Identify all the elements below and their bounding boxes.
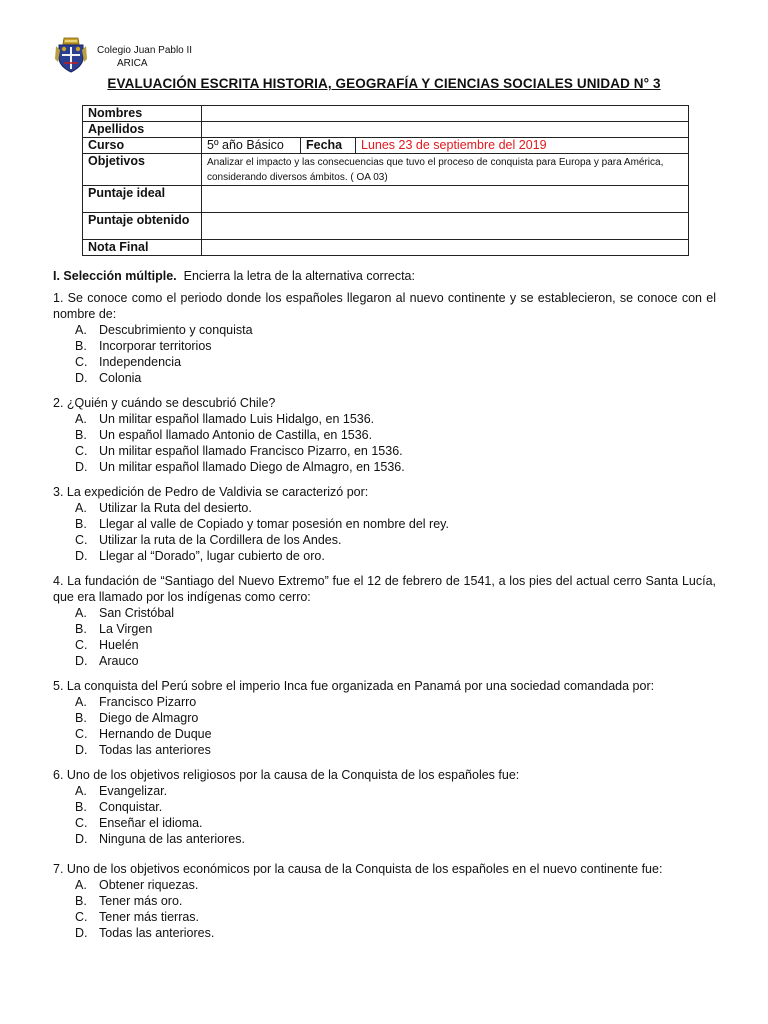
option-c[interactable] — [53, 815, 716, 831]
option-d[interactable] — [53, 370, 716, 386]
option-a[interactable] — [53, 411, 716, 427]
question-text: 3. La expedición de Pedro de Valdivia se caracterizó por: — [53, 485, 369, 499]
option-text: Enseñar el idioma. — [99, 816, 203, 830]
nombres-label: Nombres — [83, 106, 202, 122]
question-7 — [53, 861, 716, 941]
option-b[interactable] — [53, 893, 716, 909]
table-row — [83, 240, 689, 256]
option-b[interactable] — [53, 338, 716, 354]
question-4 — [53, 573, 716, 669]
option-letter: B. — [75, 622, 87, 636]
option-text: Llegar al “Dorado”, lugar cubierto de oro. — [99, 549, 325, 563]
question-2 — [53, 395, 716, 475]
section-title: I. Selección múltiple. — [53, 269, 177, 283]
option-text: Tener más tierras. — [99, 910, 200, 924]
option-letter: D. — [75, 743, 88, 757]
options-list — [53, 877, 716, 941]
option-letter: D. — [75, 371, 88, 385]
option-text: Descubrimiento y conquista — [99, 323, 253, 337]
option-a[interactable] — [53, 322, 716, 338]
option-letter: B. — [75, 894, 87, 908]
option-letter: A. — [75, 878, 87, 892]
option-letter: B. — [75, 517, 87, 531]
question-5 — [53, 678, 716, 758]
option-d[interactable] — [53, 459, 716, 475]
table-row — [83, 122, 689, 138]
option-letter: B. — [75, 800, 87, 814]
option-letter: A. — [75, 695, 87, 709]
curso-value: 5º año Básico — [202, 138, 301, 154]
option-b[interactable] — [53, 516, 716, 532]
puntaje-ideal-label: Puntaje ideal — [83, 186, 202, 213]
option-text: Todas las anteriores. — [99, 926, 215, 940]
option-c[interactable] — [53, 909, 716, 925]
nombres-field[interactable] — [202, 106, 689, 122]
option-d[interactable] — [53, 653, 716, 669]
option-letter: B. — [75, 339, 87, 353]
option-text: Todas las anteriores — [99, 743, 211, 757]
option-text: Diego de Almagro — [99, 711, 199, 725]
school-name: Colegio Juan Pablo II — [97, 45, 193, 56]
option-letter: D. — [75, 832, 88, 846]
options-list — [53, 411, 716, 475]
exam-title: EVALUACIÓN ESCRITA HISTORIA, GEOGRAFÍA Y CIENCIAS SOCIALES UNIDAD N° 3 — [107, 76, 661, 91]
option-letter: D. — [75, 926, 88, 940]
option-text: La Virgen — [99, 622, 153, 636]
option-d[interactable] — [53, 925, 716, 941]
fecha-value: Lunes 23 de septiembre del 2019 — [356, 138, 689, 154]
option-b[interactable] — [53, 799, 716, 815]
option-text: Un militar español llamado Luis Hidalgo, en 1536. — [99, 412, 375, 426]
question-text: 7. Uno de los objetivos económicos por la causa de la Conquista de los españoles en el nuevo continente fue: — [53, 862, 663, 876]
objetivos-label: Objetivos — [83, 154, 202, 186]
option-letter: C. — [75, 910, 88, 924]
question-text: 2. ¿Quién y cuándo se descubrió Chile? — [53, 396, 276, 410]
question-text: 5. La conquista del Perú sobre el imperio Inca fue organizada en Panamá por una sociedad comandada por: — [53, 679, 655, 693]
option-c[interactable] — [53, 443, 716, 459]
option-text: Hernando de Duque — [99, 727, 212, 741]
curso-label: Curso — [83, 138, 202, 154]
option-letter: C. — [75, 444, 88, 458]
school-city: ARICA — [117, 58, 148, 69]
table-row — [83, 186, 689, 213]
option-text: Independencia — [99, 355, 182, 369]
student-info-table — [82, 105, 689, 256]
option-letter: D. — [75, 460, 88, 474]
table-row — [83, 106, 689, 122]
option-text: Colonia — [99, 371, 142, 385]
section-heading — [53, 268, 716, 284]
option-d[interactable] — [53, 831, 716, 847]
option-text: Un militar español llamado Francisco Pizarro, en 1536. — [99, 444, 403, 458]
option-letter: C. — [75, 355, 88, 369]
school-header — [52, 36, 732, 80]
option-text: Ninguna de las anteriores. — [99, 832, 245, 846]
option-letter: A. — [75, 501, 87, 515]
option-letter: C. — [75, 533, 88, 547]
option-letter: B. — [75, 428, 87, 442]
option-text: Utilizar la ruta de la Cordillera de los Andes. — [99, 533, 342, 547]
option-text: Conquistar. — [99, 800, 163, 814]
options-list — [53, 783, 716, 847]
options-list — [53, 605, 716, 669]
option-a[interactable] — [53, 500, 716, 516]
nota-final-label: Nota Final — [83, 240, 202, 256]
exam-content — [53, 268, 716, 950]
puntaje-obtenido-label: Puntaje obtenido — [83, 213, 202, 240]
question-3 — [53, 484, 716, 564]
option-text: Un militar español llamado Diego de Almagro, en 1536. — [99, 460, 405, 474]
option-text: Utilizar la Ruta del desierto. — [99, 501, 252, 515]
option-letter: B. — [75, 711, 87, 725]
option-c[interactable] — [53, 637, 716, 653]
school-crest-icon — [52, 36, 90, 74]
option-text: Huelén — [99, 638, 139, 652]
question-text: 6. Uno de los objetivos religiosos por la causa de la Conquista de los españoles fue: — [53, 768, 520, 782]
option-c[interactable] — [53, 354, 716, 370]
option-d[interactable] — [53, 548, 716, 564]
option-letter: A. — [75, 784, 87, 798]
option-d[interactable] — [53, 742, 716, 758]
option-letter: A. — [75, 412, 87, 426]
table-row — [83, 138, 689, 154]
options-list — [53, 694, 716, 758]
option-letter: C. — [75, 727, 88, 741]
question-6 — [53, 767, 716, 847]
option-a[interactable] — [53, 877, 716, 893]
option-text: Francisco Pizarro — [99, 695, 197, 709]
objetivos-value: Analizar el impacto y las consecuencias que tuvo el proceso de conquista para Europa y para América, considerando diversos ámbitos. ( OA 03) — [202, 154, 689, 186]
option-a[interactable] — [53, 783, 716, 799]
option-text: Incorporar territorios — [99, 339, 212, 353]
fecha-label: Fecha — [301, 138, 356, 154]
section-instruction: Encierra la letra de la alternativa correcta: — [183, 269, 415, 283]
options-list — [53, 500, 716, 564]
option-letter: D. — [75, 549, 88, 563]
option-b[interactable] — [53, 427, 716, 443]
option-text: Obtener riquezas. — [99, 878, 199, 892]
puntaje-ideal-field[interactable] — [202, 186, 689, 213]
table-row — [83, 154, 689, 186]
table-row — [83, 213, 689, 240]
puntaje-obtenido-field[interactable] — [202, 213, 689, 240]
option-a[interactable] — [53, 605, 716, 621]
option-a[interactable] — [53, 694, 716, 710]
question-text: 1. Se conoce como el periodo donde los españoles llegaron al nuevo continente y se establecieron, se conoce con el nombre de: — [53, 291, 716, 321]
option-b[interactable] — [53, 710, 716, 726]
option-b[interactable] — [53, 621, 716, 637]
option-text: Arauco — [99, 654, 139, 668]
apellidos-label: Apellidos — [83, 122, 202, 138]
option-c[interactable] — [53, 726, 716, 742]
options-list — [53, 322, 716, 386]
option-text: San Cristóbal — [99, 606, 175, 620]
option-text: Llegar al valle de Copiado y tomar posesión en nombre del rey. — [99, 517, 449, 531]
option-letter: A. — [75, 606, 87, 620]
option-letter: C. — [75, 816, 88, 830]
option-letter: A. — [75, 323, 87, 337]
question-text: 4. La fundación de “Santiago del Nuevo Extremo” fue el 12 de febrero de 1541, a los pies del actual cerro Santa Lucía, que era llamado por los indígenas como cerro: — [53, 574, 716, 604]
apellidos-field[interactable] — [202, 122, 689, 138]
option-c[interactable] — [53, 532, 716, 548]
option-text: Tener más oro. — [99, 894, 183, 908]
option-letter: C. — [75, 638, 88, 652]
option-text: Evangelizar. — [99, 784, 168, 798]
nota-final-field[interactable] — [202, 240, 689, 256]
question-1 — [53, 290, 716, 386]
option-text: Un español llamado Antonio de Castilla, en 1536. — [99, 428, 373, 442]
option-letter: D. — [75, 654, 88, 668]
